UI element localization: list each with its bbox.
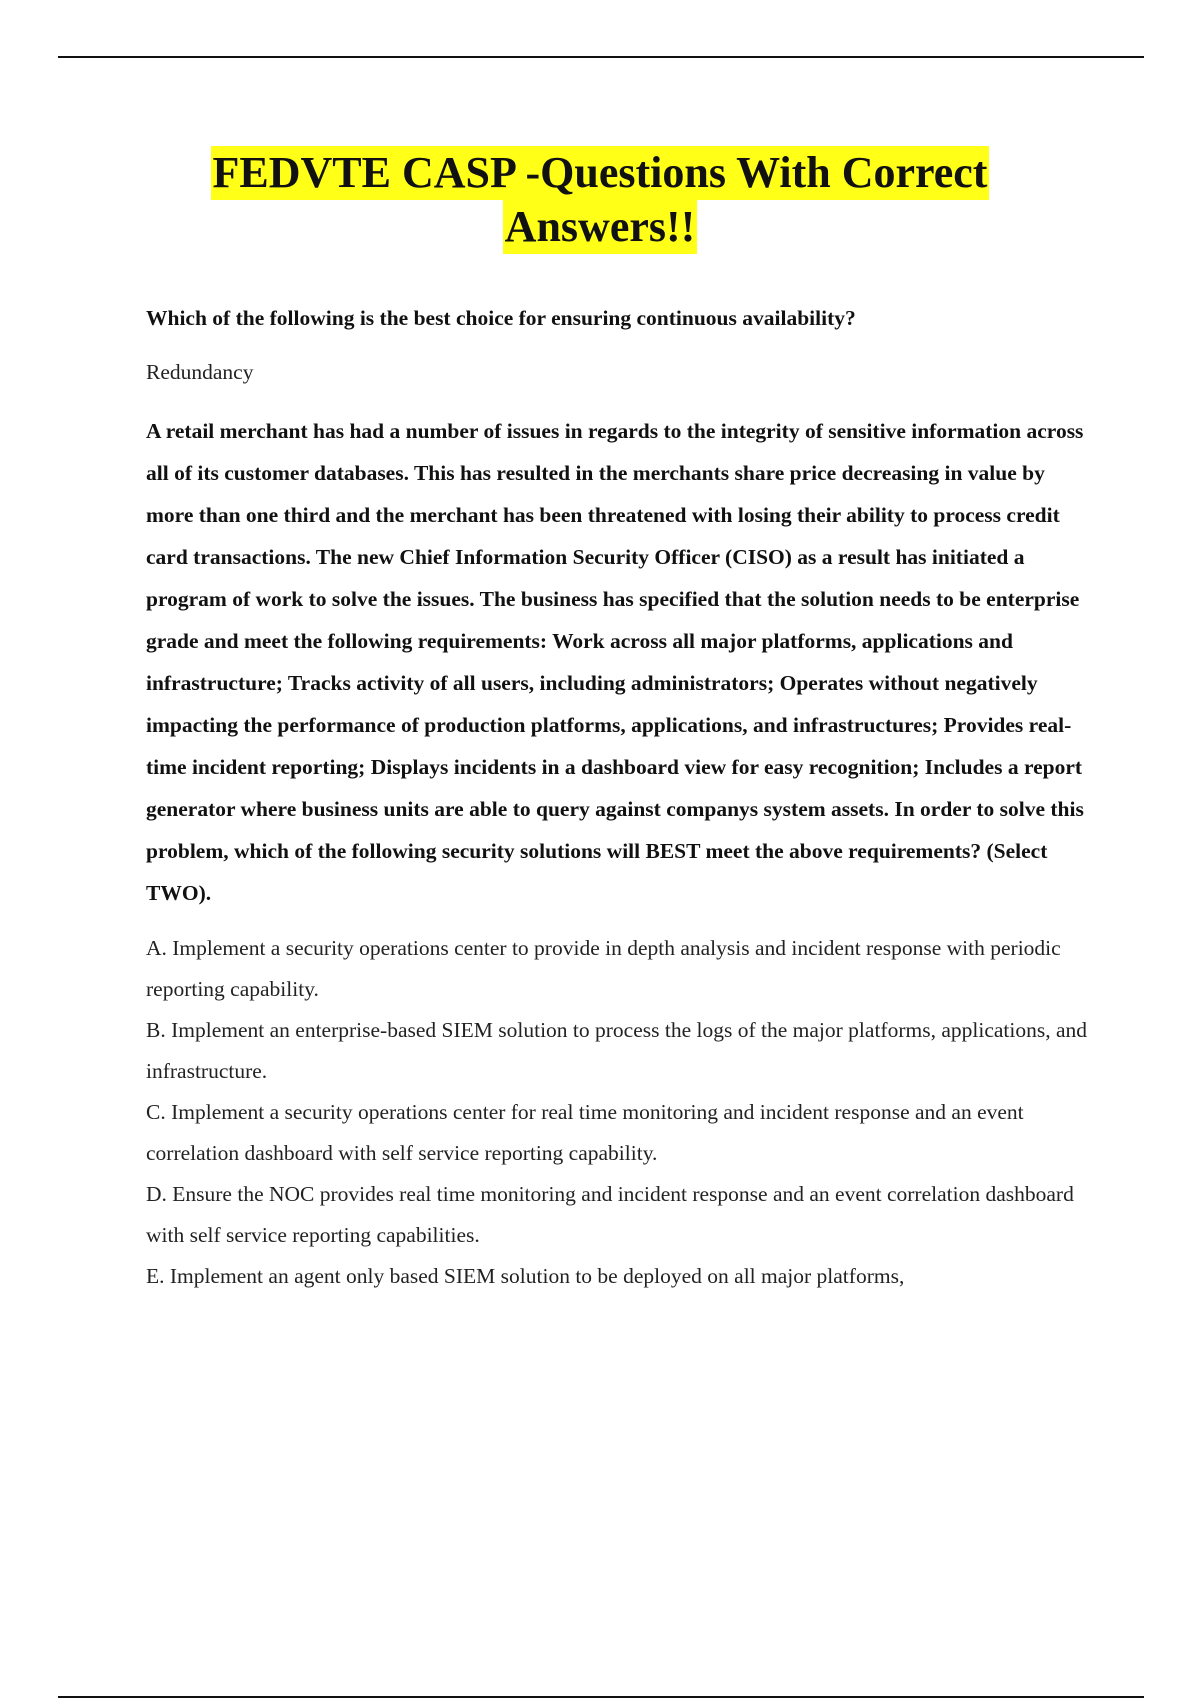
answer-1: Redundancy: [146, 360, 254, 384]
title-line-1: FEDVTE CASP -Questions With Correct: [211, 146, 990, 200]
answer-options: [146, 928, 1096, 1297]
option-d: D. Ensure the NOC provides real time monitoring and incident response and an event correlation dashboard with self service reporting capabilities.: [146, 1182, 1074, 1247]
option-b: B. Implement an enterprise-based SIEM solution to process the logs of the major platforms, applications, and infrastructure.: [146, 1018, 1088, 1083]
option-c: C. Implement a security operations center for real time monitoring and incident response and an event correlation dashboard with self service reporting capability.: [146, 1100, 1024, 1165]
bottom-rule: [58, 1696, 1144, 1698]
document-body: [146, 300, 1096, 1297]
option-e: E. Implement an agent only based SIEM solution to be deployed on all major platforms,: [146, 1264, 905, 1288]
question-2: A retail merchant has had a number of issues in regards to the integrity of sensitive information across all of its customer databases. This has resulted in the merchants share price decreasing in value by more than one third and the merchant has been threatened with losing their ability to process credit card transactions. The new Chief Information Security Officer (CISO) as a result has initiated a program of work to solve the issues. The business has specified that the solution needs to be enterprise grade and meet the following requirements: Work across all major platforms, applications and infrastructure; Tracks activity of all users, including administrators; Operates without negatively impacting the performance of production platforms, applications, and infrastructures; Provides real-time incident reporting; Displays incidents in a dashboard view for easy recognition; Includes a report generator where business units are able to query against companys system assets. In order to solve this problem, which of the following security solutions will BEST meet the above requirements? (Select TWO).: [146, 419, 1084, 905]
question-1: Which of the following is the best choice for ensuring continuous availability?: [146, 306, 856, 330]
top-rule: [58, 56, 1144, 58]
document-title: [0, 146, 1200, 254]
option-a: A. Implement a security operations center to provide in depth analysis and incident response with periodic reporting capability.: [146, 936, 1061, 1001]
title-line-2: Answers!!: [503, 200, 698, 254]
